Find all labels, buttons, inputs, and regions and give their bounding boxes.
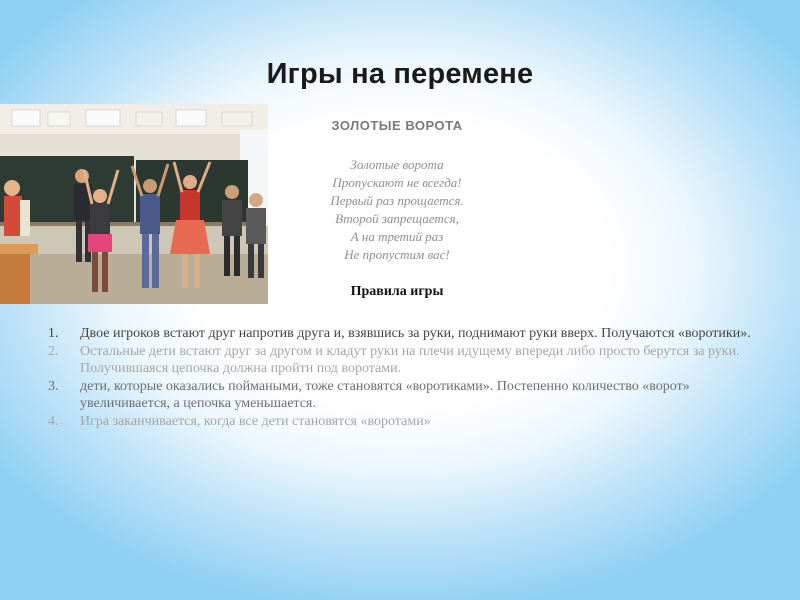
classroom-photo-illustration bbox=[0, 104, 268, 304]
rule-number: 1. bbox=[48, 326, 59, 341]
rule-item bbox=[48, 343, 772, 378]
poem-line: Пропускают не всегда! bbox=[332, 175, 462, 190]
game-description bbox=[272, 116, 522, 300]
rules-title: Правила игры bbox=[350, 284, 444, 299]
rule-number: 4. bbox=[48, 413, 59, 429]
rules-list bbox=[48, 325, 772, 430]
poem-line: Не пропустим вас! bbox=[344, 247, 450, 262]
poem-line: Второй запрещается, bbox=[335, 211, 459, 226]
game-name: ЗОЛОТЫЕ ВОРОТА bbox=[331, 118, 463, 133]
rule-text: Остальные дети встают друг за другом и кладут руки на плечи идущему впереди либо просто берутся за руки. Получившаяся цепочка должна пройти под воротами. bbox=[80, 343, 740, 376]
rule-number: 3. bbox=[48, 378, 59, 394]
poem-line: А на третий раз bbox=[350, 229, 444, 244]
rule-item bbox=[48, 325, 772, 343]
rule-number: 2. bbox=[48, 343, 59, 359]
slide-title: Игры на перемене bbox=[266, 58, 534, 90]
poem-line: Золотые ворота bbox=[350, 157, 444, 172]
rule-item bbox=[48, 413, 772, 431]
rule-text: Игра заканчивается, когда все дети становятся «воротами» bbox=[80, 413, 431, 429]
rule-item bbox=[48, 378, 772, 413]
rule-text: дети, которые оказались поймаными, тоже становятся «воротиками». Постепенно количество «ворот» увеличивается, а цепочка уменьшается. bbox=[80, 378, 690, 411]
classroom-photo bbox=[0, 104, 268, 304]
poem-line: Первый раз прощается. bbox=[330, 193, 464, 208]
poem bbox=[272, 156, 522, 264]
rule-text: Двое игроков встают друг напротив друга и, взявшись за руки, поднимают руки вверх. Получаются «воротики». bbox=[80, 326, 751, 341]
